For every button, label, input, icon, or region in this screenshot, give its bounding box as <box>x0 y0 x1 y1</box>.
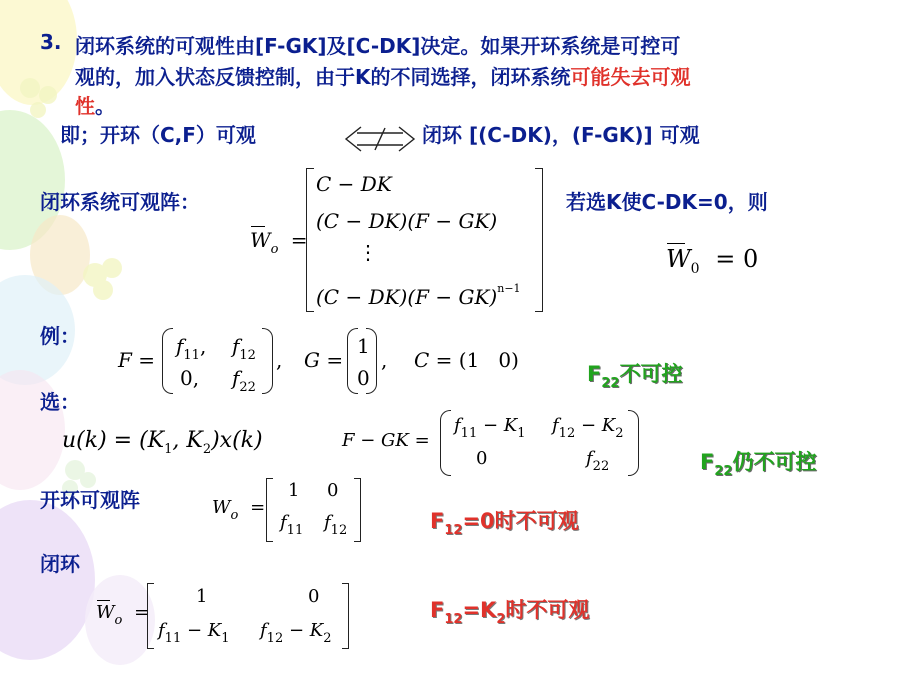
open-a11: 1 <box>288 480 300 501</box>
G-row1: 1 <box>357 334 370 358</box>
open-loop-label: 开环可观阵 <box>40 488 140 512</box>
double-arrow-icon <box>343 124 417 154</box>
C-eq: C = (1 0) <box>414 348 519 372</box>
G-eq: G = <box>304 348 344 372</box>
note-f12-eq-k2: $F_{12}=K_2$时不可观 <box>430 598 590 627</box>
w0-zero: W $_0$ = 0 <box>666 245 759 277</box>
F-left-paren <box>162 328 173 394</box>
obs-eq: = <box>290 228 308 252</box>
period: 。 <box>95 94 115 118</box>
highlight-phrase-end: 性 <box>75 94 95 118</box>
closed-loop-label: 闭环 <box>40 552 80 576</box>
F-f11: $f_{11}$, <box>176 334 207 363</box>
open-left-bracket <box>266 478 273 542</box>
open-right-bracket <box>354 478 361 542</box>
item-number: 3. <box>40 30 62 54</box>
control-law: $u(k) = (K_1$, $K_2)x(k)$ <box>62 428 263 457</box>
F-comma: , <box>276 348 283 372</box>
FGK-eq: F − GK = <box>342 430 430 451</box>
F-f22: $f_{22}$ <box>232 366 256 395</box>
obs-row-2: (C − DK)(F − GK) <box>316 209 498 233</box>
note-f12-zero: $F_{12}=0$时不可观 <box>430 509 579 538</box>
paragraph-line-1: 闭环系统的可观性由[F-GK]及[C-DK]决定。如果开环系统是可控可 <box>75 34 681 58</box>
equiv-left: 即；开环（C,F）可观 <box>60 123 256 147</box>
FGK-m11: $f_{11} - K_1$ <box>454 415 526 441</box>
paragraph-line-3 <box>75 90 115 119</box>
F-f12: $f_{12}$ <box>232 334 256 363</box>
F-zero: 0, <box>180 366 200 390</box>
closed-b22: $f_{12} - K_2$ <box>260 620 332 646</box>
F-right-paren <box>262 328 273 394</box>
paragraph-line-2 <box>75 61 691 90</box>
obs-lhs <box>250 228 308 257</box>
choose-k-text: 若选K使C-DK=0，则 <box>566 190 768 214</box>
FGK-right-paren <box>628 410 639 476</box>
note-f22-still-uncontrollable: $F_{22}$仍不可控 <box>700 450 817 479</box>
obs-row-1: C − DK <box>316 172 392 196</box>
paragraph-line-2-text: 观的，加入状态反馈控制，由于K的不同选择，闭环系统 <box>75 65 571 89</box>
closed-lhs: W $_o$ = <box>96 602 150 628</box>
open-a22: $f_{12}$ <box>324 512 348 538</box>
highlight-phrase: 可能失去可观 <box>570 65 691 89</box>
closed-b12: 0 <box>308 586 320 607</box>
FGK-m12: $f_{12} - K_2$ <box>552 415 624 441</box>
select-label: 选： <box>40 390 80 414</box>
obs-row-4: (C − DK)(F − GK)$^{n-1}$ <box>316 282 521 309</box>
equiv-right: 闭环 [(C-DK)，(F-GK)] 可观 <box>422 123 700 147</box>
closed-b11: 1 <box>196 586 208 607</box>
obs-lhs-symbol: W <box>250 228 271 252</box>
FGK-m22: $f_{22}$ <box>586 448 610 474</box>
open-lhs: $W_o$ = <box>212 497 266 523</box>
example-label: 例： <box>40 324 80 348</box>
FGK-left-paren <box>440 410 451 476</box>
G-comma: , <box>381 348 388 372</box>
open-a12: 0 <box>327 480 339 501</box>
obs-right-bracket <box>535 168 543 312</box>
note-f22-uncontrollable: $F_{22}$不可控 <box>587 362 683 391</box>
closed-right-bracket <box>342 583 349 649</box>
obs-lhs-sub: o <box>270 242 279 257</box>
F-eq: F = <box>118 348 155 372</box>
closed-b21: $f_{11} - K_1$ <box>158 620 230 646</box>
obs-label: 闭环系统可观阵： <box>40 190 200 214</box>
open-a21: $f_{11}$ <box>280 512 304 538</box>
G-row2: 0 <box>357 366 370 390</box>
FGK-m21: 0 <box>476 448 488 469</box>
obs-row-3: ⋮ <box>358 240 378 264</box>
